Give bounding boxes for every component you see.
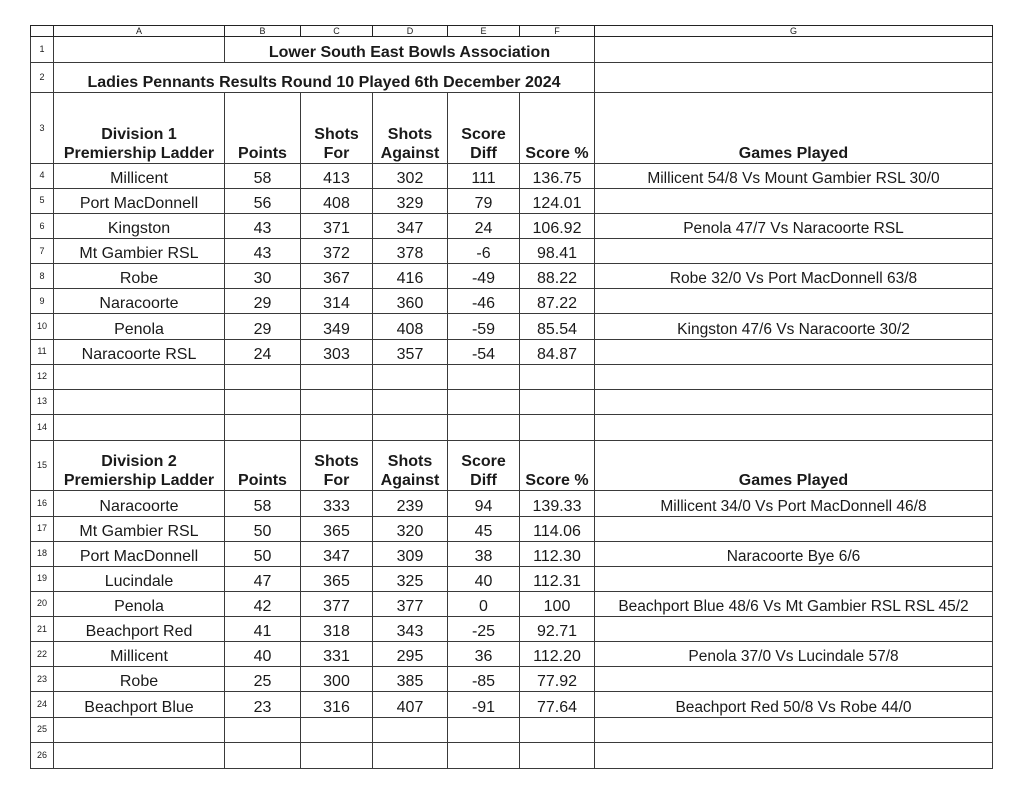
score-pct-value[interactable]: 112.31 (520, 566, 595, 591)
score-diff-value[interactable]: -85 (448, 667, 520, 692)
table-row (31, 591, 993, 616)
table-row (31, 163, 993, 188)
shots-against-value[interactable]: 309 (373, 541, 448, 566)
cell[interactable] (225, 364, 301, 389)
cell[interactable] (54, 742, 225, 768)
shots-for-value[interactable]: 371 (301, 213, 373, 238)
row-number[interactable]: 3 (31, 93, 54, 163)
cell[interactable] (520, 717, 595, 742)
cell[interactable] (54, 37, 225, 63)
shots-against-value[interactable]: 329 (373, 188, 448, 213)
game-result[interactable]: Penola 37/0 Vs Lucindale 57/8 (595, 642, 993, 667)
team-name[interactable]: Naracoorte (54, 289, 225, 314)
score-pct-value[interactable]: 77.64 (520, 692, 595, 717)
row-number[interactable]: 11 (31, 339, 54, 364)
cell[interactable] (54, 717, 225, 742)
div2-games-heading[interactable]: Games Played (595, 441, 993, 491)
cell[interactable] (54, 364, 225, 389)
cell[interactable] (595, 364, 993, 389)
table-row (31, 692, 993, 717)
shots-for-value[interactable]: 365 (301, 566, 373, 591)
score-diff-value[interactable]: -54 (448, 339, 520, 364)
shots-against-value[interactable]: 357 (373, 339, 448, 364)
table-row (31, 264, 993, 289)
cell[interactable] (225, 389, 301, 414)
div2-score-diff-header[interactable]: Score Diff (448, 441, 520, 491)
cell[interactable] (520, 389, 595, 414)
cell[interactable] (595, 37, 993, 63)
points-value[interactable]: 47 (225, 566, 301, 591)
row-number[interactable]: 18 (31, 541, 54, 566)
cell[interactable] (54, 389, 225, 414)
score-pct-value[interactable]: 85.54 (520, 314, 595, 339)
score-diff-value[interactable]: -46 (448, 289, 520, 314)
div1-score-pct-header[interactable]: Score % (520, 93, 595, 163)
score-diff-value[interactable]: -49 (448, 264, 520, 289)
score-pct-value[interactable]: 87.22 (520, 289, 595, 314)
score-diff-value[interactable]: -91 (448, 692, 520, 717)
team-name[interactable]: Lucindale (54, 566, 225, 591)
shots-for-value[interactable]: 314 (301, 289, 373, 314)
game-result[interactable]: Millicent 34/0 Vs Port MacDonnell 46/8 (595, 491, 993, 516)
points-value[interactable]: 25 (225, 667, 301, 692)
div2-shots-against-header[interactable]: Shots Against (373, 441, 448, 491)
score-diff-value[interactable]: 40 (448, 566, 520, 591)
column-header[interactable]: E (448, 26, 520, 37)
score-diff-value[interactable]: -25 (448, 617, 520, 642)
score-pct-value[interactable]: 124.01 (520, 188, 595, 213)
table-row (31, 491, 993, 516)
points-value[interactable]: 41 (225, 617, 301, 642)
cell[interactable] (448, 389, 520, 414)
cell[interactable] (595, 742, 993, 768)
points-value[interactable]: 29 (225, 314, 301, 339)
score-pct-value[interactable]: 100 (520, 591, 595, 616)
table-row (31, 213, 993, 238)
cell[interactable] (595, 414, 993, 440)
div1-points-header[interactable]: Points (225, 93, 301, 163)
team-name[interactable]: Robe (54, 264, 225, 289)
table-row (31, 339, 993, 364)
points-value[interactable]: 23 (225, 692, 301, 717)
team-name[interactable]: Robe (54, 667, 225, 692)
shots-for-value[interactable]: 349 (301, 314, 373, 339)
shots-for-value[interactable]: 408 (301, 188, 373, 213)
div2-heading[interactable]: Division 2 Premiership Ladder (54, 441, 225, 491)
row-number[interactable]: 17 (31, 516, 54, 541)
table-row (31, 541, 993, 566)
points-value[interactable]: 58 (225, 163, 301, 188)
row-number[interactable]: 9 (31, 289, 54, 314)
sheet-row (31, 389, 993, 414)
table-row (31, 516, 993, 541)
score-diff-value[interactable]: -59 (448, 314, 520, 339)
shots-against-value[interactable]: 416 (373, 264, 448, 289)
score-pct-value[interactable]: 139.33 (520, 491, 595, 516)
score-pct-value[interactable]: 77.92 (520, 667, 595, 692)
game-result[interactable] (595, 617, 993, 642)
table-row (31, 239, 993, 264)
row-number[interactable]: 26 (31, 742, 54, 768)
team-name[interactable]: Port MacDonnell (54, 188, 225, 213)
game-result[interactable] (595, 339, 993, 364)
div2-points-header[interactable]: Points (225, 441, 301, 491)
cell[interactable] (448, 414, 520, 440)
cell[interactable] (595, 63, 993, 93)
game-result[interactable] (595, 188, 993, 213)
column-header[interactable]: A (54, 26, 225, 37)
column-header[interactable]: C (301, 26, 373, 37)
cell[interactable] (373, 742, 448, 768)
game-result[interactable] (595, 239, 993, 264)
row-number[interactable]: 7 (31, 239, 54, 264)
score-pct-value[interactable]: 114.06 (520, 516, 595, 541)
cell[interactable] (301, 414, 373, 440)
row-number[interactable]: 24 (31, 692, 54, 717)
shots-against-value[interactable]: 343 (373, 617, 448, 642)
sheet-row (31, 63, 993, 93)
points-value[interactable]: 30 (225, 264, 301, 289)
team-name[interactable]: Millicent (54, 642, 225, 667)
game-result[interactable]: Naracoorte Bye 6/6 (595, 541, 993, 566)
cell[interactable] (373, 717, 448, 742)
corner-cell[interactable] (31, 26, 54, 37)
points-value[interactable]: 42 (225, 591, 301, 616)
table-row (31, 566, 993, 591)
cell[interactable] (595, 717, 993, 742)
shots-against-value[interactable]: 320 (373, 516, 448, 541)
score-pct-value[interactable]: 98.41 (520, 239, 595, 264)
shots-against-value[interactable]: 377 (373, 591, 448, 616)
row-number[interactable]: 23 (31, 667, 54, 692)
shots-against-value[interactable]: 239 (373, 491, 448, 516)
score-diff-value[interactable]: 0 (448, 591, 520, 616)
cell[interactable] (225, 414, 301, 440)
div1-score-diff-header[interactable]: Score Diff (448, 93, 520, 163)
table-row (31, 188, 993, 213)
results-title[interactable]: Ladies Pennants Results Round 10 Played 6th December 2024 (54, 63, 595, 93)
shots-for-value[interactable]: 316 (301, 692, 373, 717)
spreadsheet-grid (30, 25, 993, 769)
cell[interactable] (373, 389, 448, 414)
div2-score-pct-header[interactable]: Score % (520, 441, 595, 491)
points-value[interactable]: 58 (225, 491, 301, 516)
shots-for-value[interactable]: 372 (301, 239, 373, 264)
row-number[interactable]: 22 (31, 642, 54, 667)
score-diff-value[interactable]: 45 (448, 516, 520, 541)
team-name[interactable]: Mt Gambier RSL (54, 239, 225, 264)
shots-against-value[interactable]: 302 (373, 163, 448, 188)
spreadsheet (30, 25, 992, 769)
column-header[interactable]: D (373, 26, 448, 37)
points-value[interactable]: 50 (225, 541, 301, 566)
sheet-row (31, 37, 993, 63)
shots-against-value[interactable]: 407 (373, 692, 448, 717)
cell[interactable] (373, 414, 448, 440)
shots-for-value[interactable]: 303 (301, 339, 373, 364)
shots-against-value[interactable]: 378 (373, 239, 448, 264)
score-diff-value[interactable]: -6 (448, 239, 520, 264)
shots-against-value[interactable]: 295 (373, 642, 448, 667)
shots-against-value[interactable]: 325 (373, 566, 448, 591)
cell[interactable] (301, 389, 373, 414)
div1-heading[interactable]: Division 1 Premiership Ladder (54, 93, 225, 163)
shots-against-value[interactable]: 408 (373, 314, 448, 339)
row-number[interactable]: 19 (31, 566, 54, 591)
game-result[interactable]: Robe 32/0 Vs Port MacDonnell 63/8 (595, 264, 993, 289)
table-row (31, 289, 993, 314)
points-value[interactable]: 43 (225, 239, 301, 264)
points-value[interactable]: 43 (225, 213, 301, 238)
team-name[interactable]: Beachport Red (54, 617, 225, 642)
game-result[interactable]: Beachport Red 50/8 Vs Robe 44/0 (595, 692, 993, 717)
div1-games-heading[interactable]: Games Played (595, 93, 993, 163)
points-value[interactable]: 50 (225, 516, 301, 541)
shots-for-value[interactable]: 300 (301, 667, 373, 692)
game-result[interactable]: Millicent 54/8 Vs Mount Gambier RSL 30/0 (595, 163, 993, 188)
score-diff-value[interactable]: 36 (448, 642, 520, 667)
shots-against-value[interactable]: 360 (373, 289, 448, 314)
shots-for-value[interactable]: 318 (301, 617, 373, 642)
row-number[interactable]: 4 (31, 163, 54, 188)
shots-for-value[interactable]: 367 (301, 264, 373, 289)
cell[interactable] (520, 364, 595, 389)
game-result[interactable] (595, 289, 993, 314)
game-result[interactable] (595, 516, 993, 541)
score-pct-value[interactable]: 92.71 (520, 617, 595, 642)
row-number[interactable]: 21 (31, 617, 54, 642)
score-diff-value[interactable]: 38 (448, 541, 520, 566)
column-header[interactable]: F (520, 26, 595, 37)
table-row (31, 642, 993, 667)
cell[interactable] (301, 742, 373, 768)
cell[interactable] (448, 717, 520, 742)
cell[interactable] (301, 717, 373, 742)
team-name[interactable]: Port MacDonnell (54, 541, 225, 566)
div1-shots-against-header[interactable]: Shots Against (373, 93, 448, 163)
points-value[interactable]: 40 (225, 642, 301, 667)
team-name[interactable]: Penola (54, 591, 225, 616)
team-name[interactable]: Kingston (54, 213, 225, 238)
points-value[interactable]: 29 (225, 289, 301, 314)
cell[interactable] (225, 717, 301, 742)
table-row (31, 667, 993, 692)
team-name[interactable]: Millicent (54, 163, 225, 188)
column-header[interactable]: G (595, 26, 993, 37)
cell[interactable] (520, 414, 595, 440)
score-pct-value[interactable]: 106.92 (520, 213, 595, 238)
score-pct-value[interactable]: 88.22 (520, 264, 595, 289)
table-row (31, 617, 993, 642)
team-name[interactable]: Naracoorte RSL (54, 339, 225, 364)
cell[interactable] (448, 364, 520, 389)
shots-for-value[interactable]: 413 (301, 163, 373, 188)
cell[interactable] (301, 364, 373, 389)
game-result[interactable]: Kingston 47/6 Vs Naracoorte 30/2 (595, 314, 993, 339)
shots-against-value[interactable]: 347 (373, 213, 448, 238)
shots-for-value[interactable]: 331 (301, 642, 373, 667)
row-number[interactable]: 8 (31, 264, 54, 289)
game-result[interactable]: Beachport Blue 48/6 Vs Mt Gambier RSL RSL 45/2 (595, 591, 993, 616)
div2-header-row (31, 441, 993, 491)
score-pct-value[interactable]: 112.20 (520, 642, 595, 667)
table-row (31, 314, 993, 339)
score-diff-value[interactable]: 111 (448, 163, 520, 188)
sheet-row (31, 364, 993, 389)
row-number[interactable]: 14 (31, 414, 54, 440)
team-name[interactable]: Penola (54, 314, 225, 339)
shots-for-value[interactable]: 347 (301, 541, 373, 566)
row-number[interactable]: 13 (31, 389, 54, 414)
row-number[interactable]: 16 (31, 491, 54, 516)
row-number[interactable]: 1 (31, 37, 54, 63)
association-title[interactable]: Lower South East Bowls Association (225, 37, 595, 63)
points-value[interactable]: 56 (225, 188, 301, 213)
cell[interactable] (54, 414, 225, 440)
game-result[interactable]: Penola 47/7 Vs Naracoorte RSL (595, 213, 993, 238)
shots-against-value[interactable]: 385 (373, 667, 448, 692)
team-name[interactable]: Mt Gambier RSL (54, 516, 225, 541)
row-number[interactable]: 2 (31, 63, 54, 93)
cell[interactable] (448, 742, 520, 768)
score-diff-value[interactable]: 24 (448, 213, 520, 238)
column-header-row (31, 26, 993, 37)
div1-header-row (31, 93, 993, 163)
column-header[interactable]: B (225, 26, 301, 37)
div2-shots-for-header[interactable]: Shots For (301, 441, 373, 491)
shots-for-value[interactable]: 365 (301, 516, 373, 541)
row-number[interactable]: 6 (31, 213, 54, 238)
row-number[interactable]: 25 (31, 717, 54, 742)
row-number[interactable]: 12 (31, 364, 54, 389)
sheet-row (31, 414, 993, 440)
row-number[interactable]: 20 (31, 591, 54, 616)
game-result[interactable] (595, 667, 993, 692)
cell[interactable] (373, 364, 448, 389)
score-diff-value[interactable]: 94 (448, 491, 520, 516)
sheet-row (31, 717, 993, 742)
points-value[interactable]: 24 (225, 339, 301, 364)
div1-shots-for-header[interactable]: Shots For (301, 93, 373, 163)
team-name[interactable]: Naracoorte (54, 491, 225, 516)
cell[interactable] (595, 389, 993, 414)
score-pct-value[interactable]: 84.87 (520, 339, 595, 364)
shots-for-value[interactable]: 377 (301, 591, 373, 616)
row-number[interactable]: 5 (31, 188, 54, 213)
team-name[interactable]: Beachport Blue (54, 692, 225, 717)
score-pct-value[interactable]: 136.75 (520, 163, 595, 188)
score-pct-value[interactable]: 112.30 (520, 541, 595, 566)
shots-for-value[interactable]: 333 (301, 491, 373, 516)
score-diff-value[interactable]: 79 (448, 188, 520, 213)
cell[interactable] (520, 742, 595, 768)
row-number[interactable]: 10 (31, 314, 54, 339)
game-result[interactable] (595, 566, 993, 591)
cell[interactable] (225, 742, 301, 768)
sheet-row (31, 742, 993, 768)
row-number[interactable]: 15 (31, 441, 54, 491)
